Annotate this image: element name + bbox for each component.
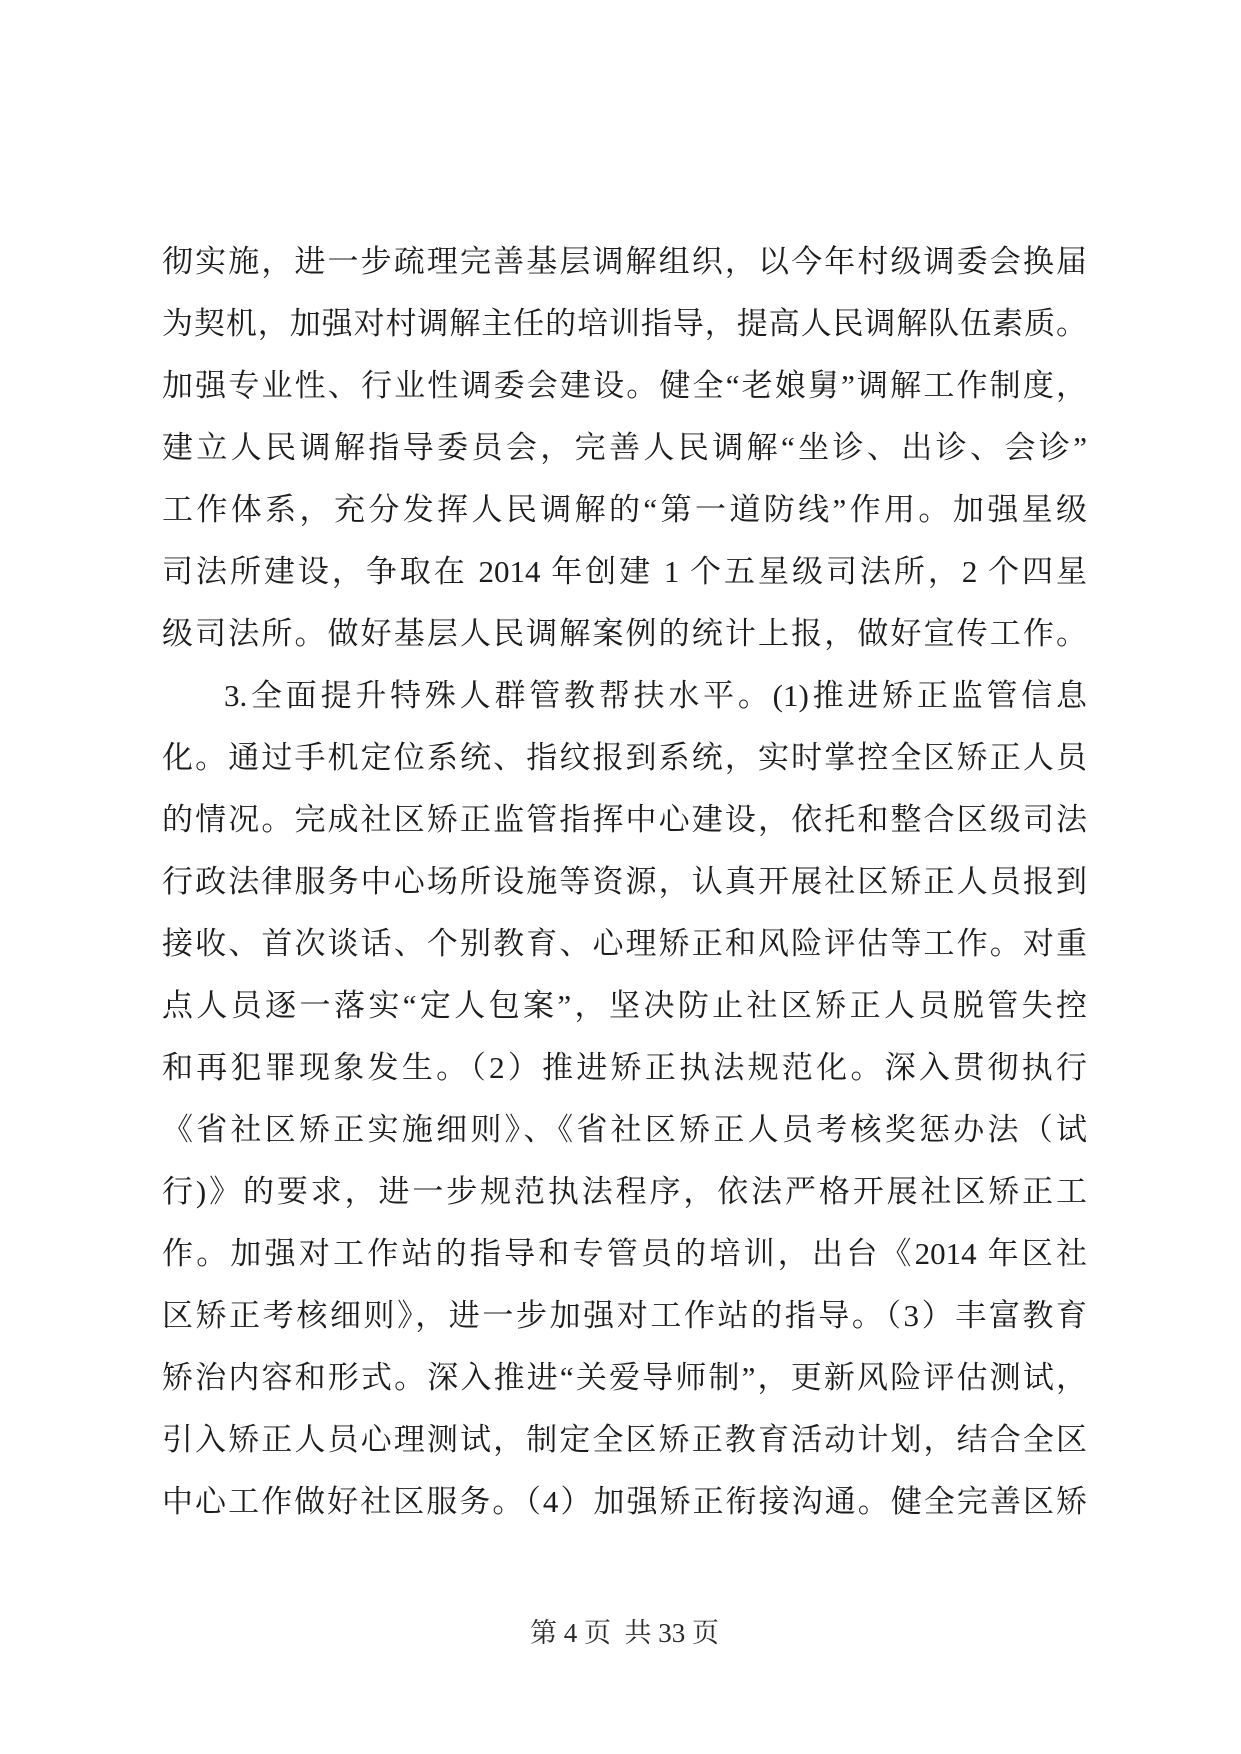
page-footer: 第 4 页 共 33 页 [530,1618,719,1648]
text-line: 化。通过手机定位系统、指纹报到系统，实时掌控全区矫正人员 [162,740,1087,775]
text-line: 彻实施，进一步疏理完善基层调解组织，以今年村级调委会换届 [162,244,1087,279]
text-line: 接收、首次谈话、个别教育、心理矫正和风险评估等工作。对重 [162,926,1087,961]
text-line: 区矫正考核细则》，进一步加强对工作站的指导。（3）丰富教育 [162,1298,1087,1333]
text-line: 矫治内容和形式。深入推进“关爱导师制”，更新风险评估测试， [162,1360,1087,1395]
text-line: 作。加强对工作站的指导和专管员的培训，出台《2014 年区社 [162,1236,1087,1271]
text-line: 中心工作做好社区服务。（4）加强矫正衔接沟通。健全完善区矫 [162,1484,1087,1519]
text-line: 《省社区矫正实施细则》、《省社区矫正人员考核奖惩办法（试 [162,1112,1087,1147]
text-line: 加强专业性、行业性调委会建设。健全“老娘舅”调解工作制度， [162,368,1087,403]
text-line: 点人员逐一落实“定人包案”，坚决防止社区矫正人员脱管失控 [162,988,1087,1023]
text-line: 级司法所。做好基层人民调解案例的统计上报，做好宣传工作。 [162,616,1087,651]
text-line: 和再犯罪现象发生。（2）推进矫正执法规范化。深入贯彻执行 [162,1050,1087,1085]
text-line: 的情况。完成社区矫正监管指挥中心建设，依托和整合区级司法 [162,802,1087,837]
document-body [162,231,1087,1533]
text-line: 行)》的要求，进一步规范执法程序，依法严格开展社区矫正工 [162,1174,1087,1209]
text-line: 行政法律服务中心场所设施等资源，认真开展社区矫正人员报到 [162,864,1087,899]
text-line: 建立人民调解指导委员会，完善人民调解“坐诊、出诊、会诊” [162,430,1087,465]
text-line: 为契机，加强对村调解主任的培训指导，提高人民调解队伍素质。 [162,306,1087,341]
text-line: 工作体系，充分发挥人民调解的“第一道防线”作用。加强星级 [162,492,1087,527]
text-line-paragraph-start: 3.全面提升特殊人群管教帮扶水平。(1)推进矫正监管信息 [224,678,1087,713]
text-line: 引入矫正人员心理测试，制定全区矫正教育活动计划，结合全区 [162,1422,1087,1457]
text-line: 司法所建设，争取在 2014 年创建 1 个五星级司法所，2 个四星 [162,554,1087,589]
